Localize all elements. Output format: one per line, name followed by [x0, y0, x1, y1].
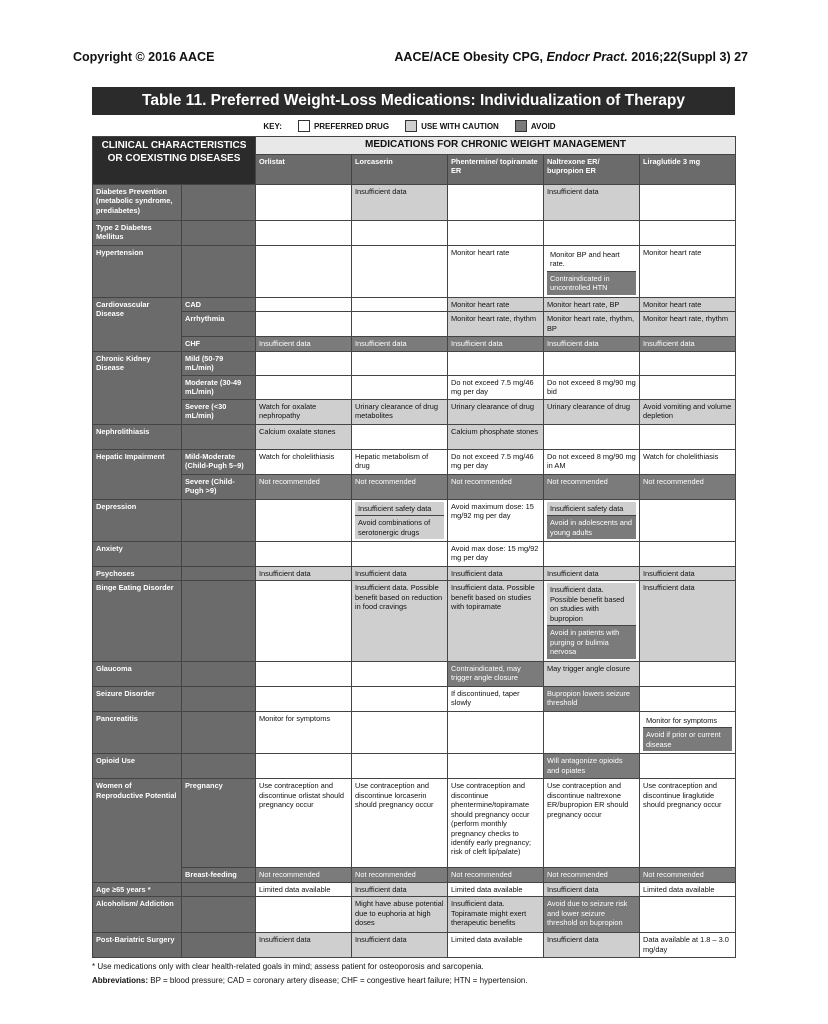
table-cell: Insufficient data — [544, 337, 640, 351]
table-cell: Avoid vomiting and volume depletion — [640, 399, 736, 424]
table-cell — [352, 542, 448, 567]
subrow-label — [182, 542, 256, 567]
table-row — [93, 711, 736, 753]
table-cell — [352, 711, 448, 753]
table-cell: Not recommended — [544, 474, 640, 499]
table-cell: Monitor heart rate — [448, 297, 544, 311]
table-row — [93, 567, 736, 581]
table-cell: Limited data available — [448, 882, 544, 896]
subrow-label: Mild-Moderate (Child-Pugh 5–9) — [182, 449, 256, 474]
table-cell — [352, 499, 448, 541]
medications-header: MEDICATIONS FOR CHRONIC WEIGHT MANAGEMENT — [256, 137, 736, 155]
table-cell — [640, 686, 736, 711]
key-swatch-preferred — [298, 120, 310, 132]
table-cell: Watch for cholelithiasis — [256, 449, 352, 474]
row-label: Depression — [93, 499, 182, 541]
table-cell — [640, 897, 736, 933]
key-caution: USE WITH CAUTION — [405, 120, 499, 132]
table-row — [93, 868, 736, 882]
row-label: Hepatic Impairment — [93, 449, 182, 499]
table-cell — [256, 499, 352, 541]
table-cell — [544, 424, 640, 449]
row-label: Hypertension — [93, 245, 182, 297]
color-key — [92, 117, 735, 135]
table-cell — [256, 312, 352, 337]
medication-table — [92, 136, 736, 958]
table-cell: Urinary clearance of drug metabolites — [352, 399, 448, 424]
subrow-label — [182, 567, 256, 581]
table-cell: Insufficient data. Possible benefit based on reduction in food cravings — [352, 581, 448, 661]
subrow-label: Pregnancy — [182, 779, 256, 868]
table-cell — [352, 424, 448, 449]
table-cell — [640, 351, 736, 375]
table-cell — [640, 499, 736, 541]
subrow-label — [182, 754, 256, 779]
table-cell — [352, 351, 448, 375]
table-cell: Monitor heart rate — [640, 297, 736, 311]
table-cell — [640, 661, 736, 686]
table-row — [93, 542, 736, 567]
table-row — [93, 661, 736, 686]
row-label: Anxiety — [93, 542, 182, 567]
table-cell — [544, 581, 640, 661]
table-cell — [256, 245, 352, 297]
table-row — [93, 312, 736, 337]
table-row — [93, 220, 736, 245]
table-cell: Not recommended — [640, 868, 736, 882]
table-cell — [256, 375, 352, 399]
key-preferred: PREFERRED DRUG — [298, 120, 389, 132]
table-cell: Limited data available — [448, 933, 544, 958]
key-swatch-avoid — [515, 120, 527, 132]
key-label: KEY: — [263, 121, 282, 131]
table-cell: Insufficient data — [448, 337, 544, 351]
table-cell: Insufficient data — [256, 933, 352, 958]
row-label: Diabetes Prevention (metabolic syndrome, prediabetes) — [93, 184, 182, 220]
table-cell — [352, 686, 448, 711]
subrow-label — [182, 424, 256, 449]
cell-part: Insufficient data. Possible benefit based on studies with bupropion — [547, 583, 636, 625]
table-cell: Monitor heart rate — [448, 245, 544, 297]
row-label: Psychoses — [93, 567, 182, 581]
table-cell: Avoid max dose: 15 mg/92 mg per day — [448, 542, 544, 567]
table-cell: Urinary clearance of drug — [448, 399, 544, 424]
table-cell: Insufficient data — [544, 933, 640, 958]
page-header-citation: AACE/ACE Obesity CPG, Endocr Pract. 2016;22(Suppl 3) 27 — [394, 50, 748, 64]
table-cell — [256, 897, 352, 933]
table-title: Table 11. Preferred Weight-Loss Medications: Individualization of Therapy — [92, 87, 735, 115]
table-cell: Use contraception and discontinue lorcaserin should pregnancy occur — [352, 779, 448, 868]
table-cell — [640, 711, 736, 753]
table-cell: Avoid due to seizure risk and lower seizure threshold on bupropion — [544, 897, 640, 933]
key-swatch-caution — [405, 120, 417, 132]
table-row — [93, 581, 736, 661]
cell-part: Avoid in adolescents and young adults — [547, 515, 636, 539]
subrow-label — [182, 686, 256, 711]
table-cell: Use contraception and discontinue naltrexone ER/bupropion ER should pregnancy occur — [544, 779, 640, 868]
subrow-label: Severe (Child-Pugh >9) — [182, 474, 256, 499]
table-row — [93, 399, 736, 424]
subrow-label — [182, 661, 256, 686]
table-row — [93, 184, 736, 220]
table-cell: If discontinued, taper slowly — [448, 686, 544, 711]
table-row — [93, 754, 736, 779]
subrow-label: Moderate (30-49 mL/min) — [182, 375, 256, 399]
table-cell: Do not exceed 8 mg/90 mg in AM — [544, 449, 640, 474]
row-label: Nephrolithiasis — [93, 424, 182, 449]
table-cell: Watch for cholelithiasis — [640, 449, 736, 474]
table-cell: Insufficient data — [352, 933, 448, 958]
table-row — [93, 424, 736, 449]
table-cell — [544, 499, 640, 541]
subrow-label — [182, 933, 256, 958]
table-cell: Insufficient data — [640, 337, 736, 351]
table-cell — [448, 184, 544, 220]
table-cell: Hepatic metabolism of drug — [352, 449, 448, 474]
cell-part: Monitor BP and heart rate. — [550, 249, 620, 269]
table-cell — [448, 754, 544, 779]
table-corner-header: CLINICAL CHARACTERISTICS OR COEXISTING DISEASES — [93, 137, 256, 185]
table-row — [93, 245, 736, 297]
table-row — [93, 897, 736, 933]
table-row — [93, 337, 736, 351]
subrow-label — [182, 184, 256, 220]
table-cell: Use contraception and discontinue liraglutide should pregnancy occur — [640, 779, 736, 868]
row-label: Type 2 Diabetes Mellitus — [93, 220, 182, 245]
page-header-copyright: Copyright © 2016 AACE — [73, 50, 215, 64]
table-cell: Not recommended — [256, 474, 352, 499]
row-label: Cardiovascular Disease — [93, 297, 182, 351]
table-cell: Data available at 1.8 – 3.0 mg/day — [640, 933, 736, 958]
cell-part: Avoid combinations of serotonergic drugs — [355, 515, 444, 539]
table-cell — [352, 297, 448, 311]
subrow-label: CHF — [182, 337, 256, 351]
table-cell: Insufficient data. Topiramate might exert therapeutic benefits — [448, 897, 544, 933]
table-cell: Insufficient data — [640, 581, 736, 661]
key-avoid: AVOID — [515, 120, 556, 132]
table-cell: Insufficient data — [256, 567, 352, 581]
table-cell: Insufficient data — [640, 567, 736, 581]
table-header-row — [93, 137, 736, 155]
table-cell — [640, 754, 736, 779]
drug-header-naltrexone: Naltrexone ER/ bupropion ER — [544, 154, 640, 184]
table-row — [93, 686, 736, 711]
table-cell: Do not exceed 8 mg/90 mg bid — [544, 375, 640, 399]
cell-part: Monitor for symptoms — [646, 715, 718, 725]
row-label: Opioid Use — [93, 754, 182, 779]
row-label: Binge Eating Disorder — [93, 581, 182, 661]
table-cell: Not recommended — [352, 868, 448, 882]
table-row — [93, 351, 736, 375]
subrow-label: CAD — [182, 297, 256, 311]
table-cell — [448, 711, 544, 753]
table-cell — [352, 245, 448, 297]
table-cell: Limited data available — [640, 882, 736, 896]
table-cell — [544, 351, 640, 375]
table-cell: Monitor for symptoms — [256, 711, 352, 753]
table-cell — [640, 220, 736, 245]
table-cell: Limited data available — [256, 882, 352, 896]
subrow-label: Severe (<30 mL/min) — [182, 399, 256, 424]
subrow-label — [182, 220, 256, 245]
table-cell: May trigger angle closure — [544, 661, 640, 686]
table-cell: Do not exceed 7.5 mg/46 mg per day — [448, 449, 544, 474]
table-cell: Monitor heart rate — [640, 245, 736, 297]
table-cell: Not recommended — [448, 868, 544, 882]
table-cell: Insufficient data — [256, 337, 352, 351]
subrow-label — [182, 245, 256, 297]
table-cell: Bupropion lowers seizure threshold — [544, 686, 640, 711]
row-label: Glaucoma — [93, 661, 182, 686]
table-cell — [256, 581, 352, 661]
table-cell — [640, 424, 736, 449]
table-cell — [544, 711, 640, 753]
table-cell — [352, 375, 448, 399]
drug-header-liraglutide: Liraglutide 3 mg — [640, 154, 736, 184]
footnote: * Use medications only with clear health-related goals in mind; assess patient for osteoporosis and sarcopenia. — [92, 962, 484, 971]
table-cell — [448, 220, 544, 245]
table-cell: Insufficient data — [352, 184, 448, 220]
table-cell — [256, 297, 352, 311]
cell-part: Insufficient safety data — [355, 502, 444, 515]
drug-header-lorcaserin: Lorcaserin — [352, 154, 448, 184]
table-row — [93, 779, 736, 868]
table-cell — [256, 661, 352, 686]
table-cell: Not recommended — [352, 474, 448, 499]
cell-part: Insufficient safety data — [547, 502, 636, 515]
table-cell: Not recommended — [256, 868, 352, 882]
table-cell — [256, 686, 352, 711]
table-cell: Insufficient data — [352, 882, 448, 896]
table-cell: Monitor heart rate, rhythm — [640, 312, 736, 337]
table-cell — [640, 184, 736, 220]
table-cell — [352, 661, 448, 686]
abbreviations: Abbreviations: BP = blood pressure; CAD = coronary artery disease; CHF = congestive heart failure; HTN = hypertension. — [92, 976, 528, 985]
table-cell: Insufficient data. Possible benefit based on studies with topiramate — [448, 581, 544, 661]
row-label: Chronic Kidney Disease — [93, 351, 182, 424]
row-label: Seizure Disorder — [93, 686, 182, 711]
table-cell — [256, 184, 352, 220]
drug-header-phentermine: Phentermine/ topiramate ER — [448, 154, 544, 184]
table-cell: Not recommended — [544, 868, 640, 882]
row-label: Women of Reproductive Potential — [93, 779, 182, 882]
cell-part: Contraindicated in uncontrolled HTN — [547, 271, 636, 295]
table-cell: Insufficient data — [544, 882, 640, 896]
table-cell: Will antagonize opioids and opiates — [544, 754, 640, 779]
table-cell: Contraindicated, may trigger angle closure — [448, 661, 544, 686]
drug-header-orlistat: Orlistat — [256, 154, 352, 184]
table-cell — [544, 542, 640, 567]
cell-part: Avoid in patients with purging or bulimia nervosa — [547, 625, 636, 658]
table-cell — [256, 351, 352, 375]
table-cell — [352, 220, 448, 245]
table-cell: Insufficient data — [352, 337, 448, 351]
table-row — [93, 297, 736, 311]
table-cell — [256, 754, 352, 779]
table-cell: Use contraception and discontinue phentermine/topiramate should pregnancy occur (perform monthly pregnancy checks to identify early pregnancy; risk of cleft lip/palate) — [448, 779, 544, 868]
table-cell: Monitor heart rate, rhythm, BP — [544, 312, 640, 337]
table-cell — [256, 220, 352, 245]
table-cell — [448, 351, 544, 375]
table-row — [93, 499, 736, 541]
table-cell — [544, 245, 640, 297]
subrow-label: Arrhythmia — [182, 312, 256, 337]
table-row — [93, 933, 736, 958]
table-cell: Urinary clearance of drug — [544, 399, 640, 424]
table-cell — [640, 542, 736, 567]
table-cell: Do not exceed 7.5 mg/46 mg per day — [448, 375, 544, 399]
table-cell — [352, 312, 448, 337]
table-cell: Watch for oxalate nephropathy — [256, 399, 352, 424]
table-cell — [544, 220, 640, 245]
table-cell: Not recommended — [640, 474, 736, 499]
table-cell — [640, 375, 736, 399]
table-cell: Insufficient data — [448, 567, 544, 581]
table-cell — [352, 754, 448, 779]
subrow-label: Mild (50-79 mL/min) — [182, 351, 256, 375]
row-label: Alcoholism/ Addiction — [93, 897, 182, 933]
table-cell: Might have abuse potential due to euphoria at high doses — [352, 897, 448, 933]
table-cell: Insufficient data — [352, 567, 448, 581]
cell-part: Avoid if prior or current disease — [643, 727, 732, 751]
table-cell: Calcium oxalate stones — [256, 424, 352, 449]
table-cell: Not recommended — [448, 474, 544, 499]
table-row — [93, 375, 736, 399]
subrow-label — [182, 711, 256, 753]
table-cell: Use contraception and discontinue orlistat should pregnancy occur — [256, 779, 352, 868]
table-cell: Avoid maximum dose: 15 mg/92 mg per day — [448, 499, 544, 541]
row-label: Pancreatitis — [93, 711, 182, 753]
row-label: Post-Bariatric Surgery — [93, 933, 182, 958]
table-cell — [256, 542, 352, 567]
table-cell: Calcium phosphate stones — [448, 424, 544, 449]
table-row — [93, 449, 736, 474]
table-cell: Insufficient data — [544, 184, 640, 220]
subrow-label: Breast-feeding — [182, 868, 256, 882]
table-cell: Monitor heart rate, BP — [544, 297, 640, 311]
row-label: Age ≥65 years * — [93, 882, 182, 896]
table-row — [93, 474, 736, 499]
table-cell: Insufficient data — [544, 567, 640, 581]
subrow-label — [182, 897, 256, 933]
table-cell: Monitor heart rate, rhythm — [448, 312, 544, 337]
subrow-label — [182, 882, 256, 896]
subrow-label — [182, 581, 256, 661]
subrow-label — [182, 499, 256, 541]
table-row — [93, 882, 736, 896]
